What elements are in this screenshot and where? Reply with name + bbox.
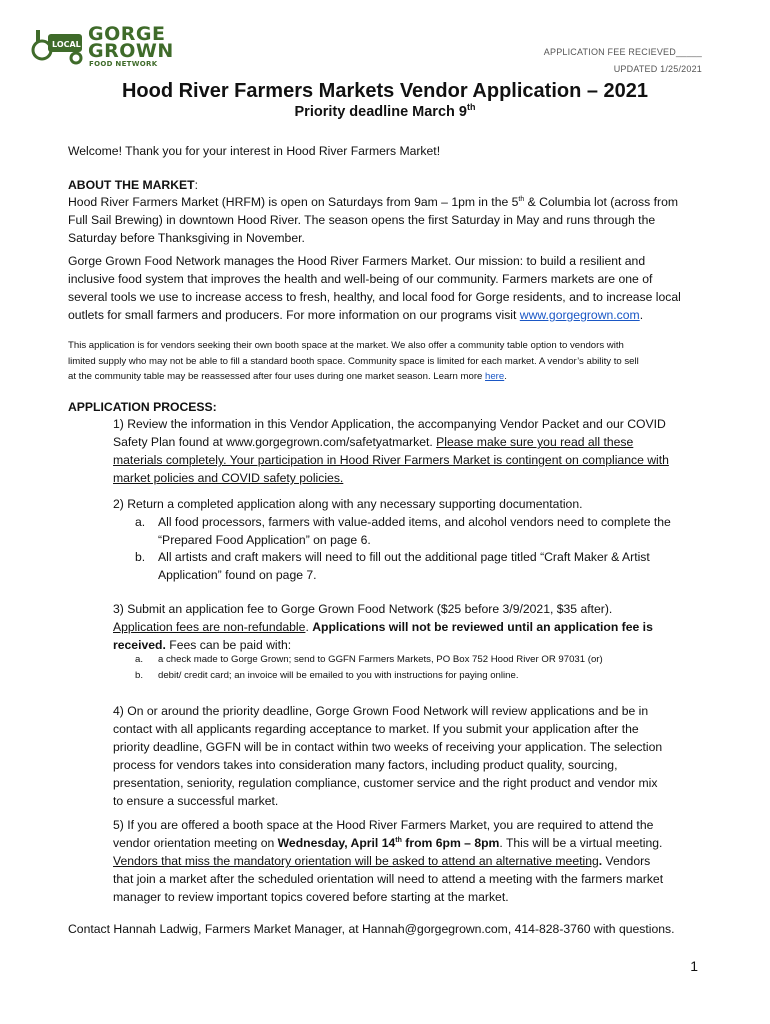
step-5-underlined: Vendors that miss the mandatory orientation will be asked to attend an alternative meeting (113, 854, 599, 868)
step-3 (113, 600, 713, 654)
about-paragraph-1 (68, 193, 708, 247)
note-line-1: This application is for vendors seeking their own booth space at the market. We also offer a community table option to vendors with (68, 340, 624, 351)
about-heading-colon: : (194, 178, 198, 192)
contact-line: Contact Hannah Ladwig, Farmers Market Manager, at Hannah@gorgegrown.com, 414-828-3760 with questions. (68, 922, 675, 936)
step-5 (113, 816, 713, 906)
step-2a-label: a. (135, 515, 146, 529)
step-1-underlined: Please make sure you read all these (436, 435, 634, 449)
fee-received-field: APPLICATION FEE RECIEVED_____ (543, 47, 702, 57)
about-p2-line-1: Gorge Grown Food Network manages the Hood River Farmers Market. Our mission: to build a resilient and (68, 254, 646, 268)
logo-line-2: GROWN (88, 40, 174, 62)
note-line-3 (68, 369, 708, 385)
step-2b-label: b. (135, 550, 146, 564)
step-5-virtual: . This will be a virtual meeting. (499, 836, 663, 850)
page-number: 1 (690, 958, 698, 974)
page-subtitle (0, 104, 770, 120)
logo-badge-text: LOCAL (52, 40, 81, 49)
step-1-line-3: materials completely. Your participation in Hood River Farmers Market is contingent on compliance with (113, 453, 669, 467)
step-4-line-5: presentation, seniority, regulation compliance, customer service and the right product and vendor mix (113, 776, 658, 790)
step-2a-line-1: All food processors, farmers with value-added items, and alcohol vendors need to complete the (158, 515, 671, 529)
step-5-line-3 (113, 852, 713, 870)
step-1-line-4: market policies and COVID safety policies. (113, 471, 344, 485)
process-heading: APPLICATION PROCESS: (68, 400, 217, 414)
step-5-time: from 6pm – 8pm (401, 836, 500, 850)
step-5-line-5: manager to review important topics covered before starting at the market. (113, 890, 509, 904)
logo-wordmark (88, 23, 174, 62)
step-3b-label: b. (135, 670, 144, 681)
about-p2-line-4 (68, 306, 708, 324)
step-4-line-3: priority deadline, GGFN will be in contact within two weeks of receiving your application. The selection (113, 740, 663, 754)
step-5-date: Wednesday, April 14 (277, 836, 396, 850)
about-paragraph-2 (68, 252, 708, 324)
about-heading-label: ABOUT THE MARKET (68, 178, 195, 192)
updated-date: UPDATED 1/25/2021 (613, 64, 702, 74)
step-2a-line-2: “Prepared Food Application” on page 6. (158, 533, 371, 547)
step-2b (158, 548, 713, 584)
note-line-3-end: . (504, 371, 507, 382)
about-p2-end: . (639, 308, 644, 322)
note-line-3-text: at the community table may be reassessed after four uses during one market season. Learn more (68, 371, 486, 382)
step-2b-line-2: Application” found on page 7. (158, 568, 317, 582)
step-4 (113, 702, 713, 810)
about-p1-text-b: & Columbia lot (across from (524, 195, 679, 209)
step-2b-line-1: All artists and craft makers will need to fill out the additional page titled “Craft Maker & Artist (158, 550, 650, 564)
about-p2-line-3: several tools we use to increase access to fresh, healthy, and local food for Gorge residents, and to increase local (68, 290, 681, 304)
step-2a (158, 513, 713, 549)
step-2: 2) Return a completed application along with any necessary supporting documentation. (113, 497, 583, 511)
welcome-text: Welcome! Thank you for your interest in Hood River Farmers Market! (68, 144, 441, 158)
about-p1-line-3: Saturday before Thanksgiving in November. (68, 231, 305, 245)
step-5-text-a: vendor orientation meeting on (113, 836, 278, 850)
about-p1-line-2: Full Sail Brewing) in downtown Hood River. The season opens the first Saturday in May and runs through the (68, 213, 656, 227)
subtitle-sup: th (466, 102, 476, 113)
step-3-line-1: 3) Submit an application fee to Gorge Grown Food Network ($25 before 3/9/2021, $35 after). (113, 602, 613, 616)
step-3a-label: a. (135, 654, 144, 665)
step-3-fees-text: Fees can be paid with: (165, 638, 292, 652)
about-heading (68, 176, 708, 194)
step-4-line-1: 4) On or around the priority deadline, Gorge Grown Food Network will review applications and be in (113, 704, 649, 718)
step-5-line-2 (113, 834, 713, 852)
step-4-line-6: to ensure a successful market. (113, 794, 279, 808)
gorgegrown-link[interactable]: www.gorgegrown.com (519, 308, 640, 322)
note-line-2: limited supply who may not be able to fill a standard booth space. Community space is limited for each market. A vendor’s ability to sell (68, 355, 639, 367)
step-3-dot: . (305, 620, 313, 634)
step-3a: a check made to Gorge Grown; send to GGFN Farmers Markets, PO Box 752 Hood River OR 97031 (or) (158, 654, 603, 665)
step-5-line-4: that join a market after the scheduled orientation will need to attend a meeting with the farmers market (113, 872, 664, 886)
step-1-text: Safety Plan found at www.gorgegrown.com/safetyatmarket. (113, 435, 437, 449)
step-3-bold: Applications will not be reviewed until an application fee is (312, 620, 653, 634)
step-4-line-4: process for vendors takes into consideration many factors, including product quality, sourcing, (113, 758, 618, 772)
about-p2-line-2: inclusive food system that improves the health and well-being of our community. Farmers markets are one of (68, 272, 653, 286)
about-p2-text: outlets for small farmers and producers. For more information on our programs visit (68, 308, 520, 322)
step-3-nonrefundable: Application fees are non-refundable (113, 620, 306, 634)
step-5-dot: . (598, 854, 603, 868)
about-p1-sup: th (518, 195, 525, 203)
subtitle-text: Priority deadline March 9 (294, 104, 467, 120)
page-title: Hood River Farmers Markets Vendor Application – 2021 (121, 80, 649, 102)
step-5-line-1: 5) If you are offered a booth space at the Hood River Farmers Market, you are required to attend the (113, 818, 654, 832)
step-4-line-2: contact with all applicants regarding acceptance to market. If you submit your application after the (113, 722, 639, 736)
step-5-vendors: Vendors (602, 854, 651, 868)
logo-line-1: GORGE (88, 23, 166, 45)
step-3-line-2 (113, 618, 713, 636)
step-5-sup: th (395, 836, 402, 844)
about-p1-text-a: Hood River Farmers Market (HRFM) is open on Saturdays from 9am – 1pm in the 5 (68, 195, 519, 209)
step-1-line-1: 1) Review the information in this Vendor Application, the accompanying Vendor Packet and our COVID (113, 417, 666, 431)
step-3-received: received. (113, 638, 166, 652)
learn-more-link[interactable]: here (485, 371, 505, 382)
community-table-note (68, 338, 708, 385)
logo-tagline: FOOD NETWORK (89, 60, 158, 68)
step-1 (113, 415, 713, 487)
step-1-line-2 (113, 433, 713, 451)
step-3b: debit/ credit card; an invoice will be emailed to you with instructions for paying online. (158, 670, 519, 681)
about-p1-line-1 (68, 193, 708, 211)
